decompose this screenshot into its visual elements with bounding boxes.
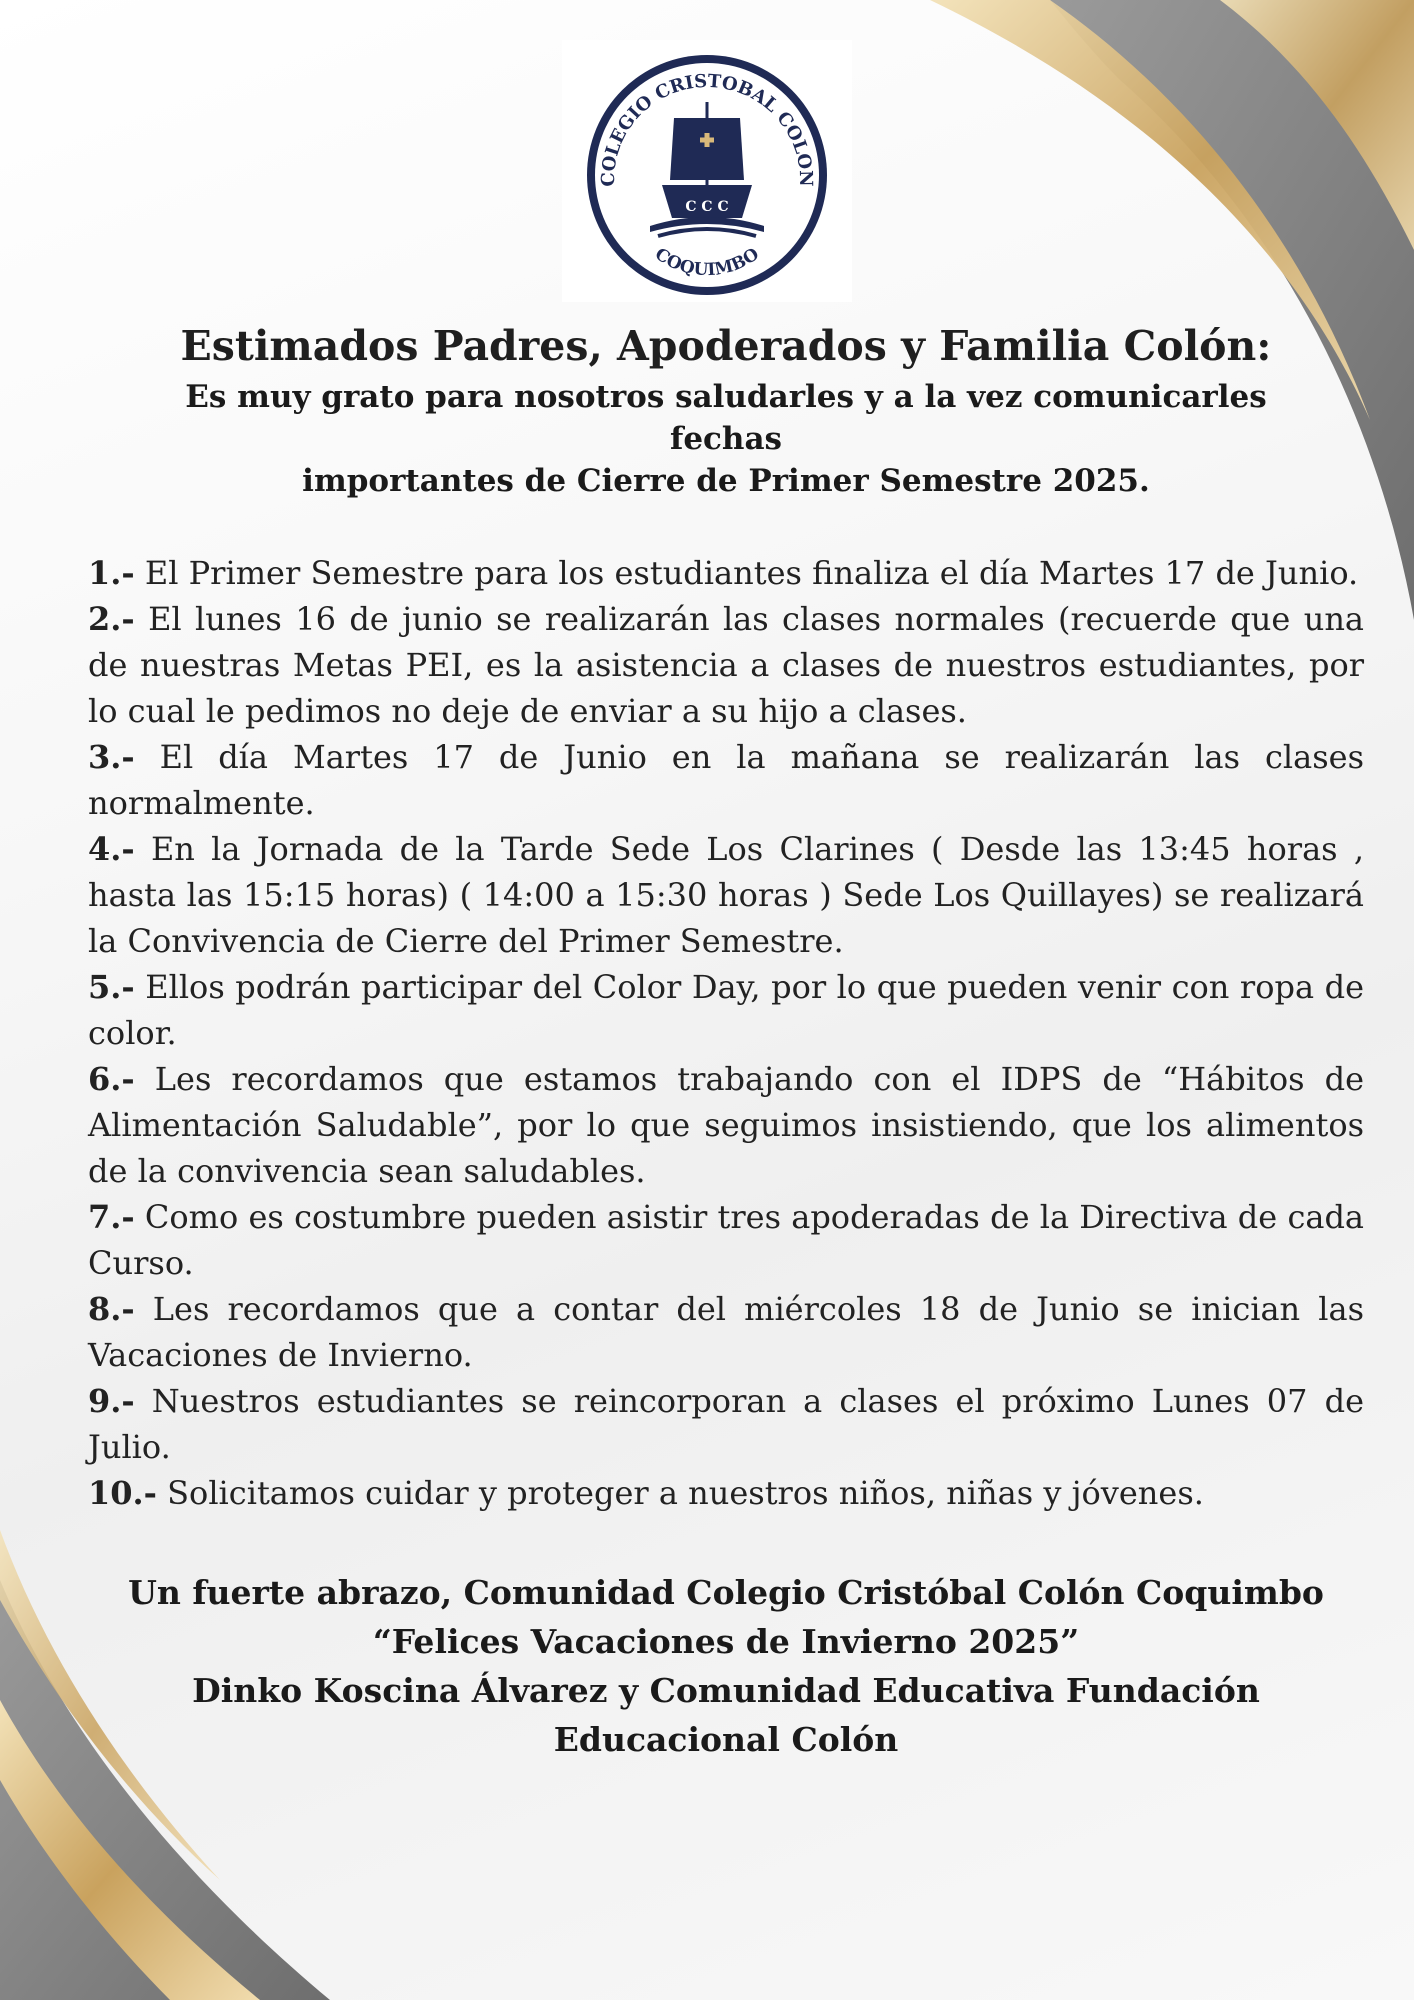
logo-arc-text: COLEGIO CRISTOBAL COLON (597, 70, 817, 187)
item-number: 9.- (88, 1382, 135, 1420)
item-text: En la Jornada de la Tarde Sede Los Clarines ( Desde las 13:45 horas , hasta las 15:15 horas) ( 14:00 a 15:30 horas ) Sede Los Quillayes) se realizará la Convivencia de Cierre del Primer Semestre. (88, 830, 1364, 960)
list-item (88, 964, 1364, 1056)
list-item (88, 1194, 1364, 1286)
school-logo (562, 40, 852, 302)
list-item (88, 1470, 1364, 1516)
logo-bottom-text: COQUIMBO (651, 244, 763, 281)
list-item (88, 734, 1364, 826)
list-item (88, 596, 1364, 734)
closing-signature (88, 1568, 1364, 1764)
list-item (88, 550, 1364, 596)
item-number: 2.- (88, 600, 135, 638)
item-number: 5.- (88, 968, 135, 1006)
item-text: El Primer Semestre para los estudiantes finaliza el día Martes 17 de Junio. (134, 554, 1359, 592)
item-text: Les recordamos que a contar del miércoles 18 de Junio se inician las Vacaciones de Invierno. (88, 1290, 1364, 1374)
closing-line-3: Dinko Koscina Álvarez y Comunidad Educativa Fundación (192, 1671, 1260, 1710)
item-number: 7.- (88, 1198, 135, 1236)
item-text: Solicitamos cuidar y proteger a nuestros niños, niñas y jóvenes. (156, 1474, 1204, 1512)
item-number: 10.- (88, 1474, 157, 1512)
intro-text (136, 376, 1316, 502)
item-number: 4.- (88, 830, 135, 868)
closing-line-1: Un fuerte abrazo, Comunidad Colegio Cristóbal Colón Coquimbo (128, 1573, 1324, 1612)
letter-body (88, 318, 1364, 1764)
item-number: 1.- (88, 554, 135, 592)
item-text: El lunes 16 de junio se realizarán las clases normales (recuerde que una de nuestras Metas PEI, es la asistencia a clases de nuestros estudiantes, por lo cual le pedimos no deje de enviar a su hijo a clases. (88, 600, 1364, 730)
item-number: 3.- (88, 738, 135, 776)
item-number: 6.- (88, 1060, 135, 1098)
list-item (88, 1286, 1364, 1378)
intro-line-2: importantes de Cierre de Primer Semestre 2025. (302, 463, 1150, 499)
intro-line-1: Es muy grato para nosotros saludarles y a la vez comunicarles fechas (185, 379, 1267, 457)
item-text: El día Martes 17 de Junio en la mañana se realizarán las clases normalmente. (88, 738, 1364, 822)
item-text: Nuestros estudiantes se reincorporan a clases el próximo Lunes 07 de Julio. (88, 1382, 1364, 1466)
logo-ship-text: C C C (685, 199, 729, 215)
item-text: Como es costumbre pueden asistir tres apoderadas de la Directiva de cada Curso. (88, 1198, 1364, 1282)
closing-line-2: “Felices Vacaciones de Invierno 2025” (372, 1622, 1080, 1661)
greeting-title: Estimados Padres, Apoderados y Familia Colón: (180, 322, 1272, 370)
item-number: 8.- (88, 1290, 135, 1328)
item-text: Les recordamos que estamos trabajando con el IDPS de “Hábitos de Alimentación Saludable”, por lo que seguimos insistiendo, que los alimentos de la convivencia sean saludables. (88, 1060, 1364, 1190)
list-item (88, 826, 1364, 964)
announcement-list (88, 550, 1364, 1516)
list-item (88, 1056, 1364, 1194)
closing-line-4: Educacional Colón (553, 1720, 899, 1759)
list-item (88, 1378, 1364, 1470)
item-text: Ellos podrán participar del Color Day, por lo que pueden venir con ropa de color. (88, 968, 1364, 1052)
